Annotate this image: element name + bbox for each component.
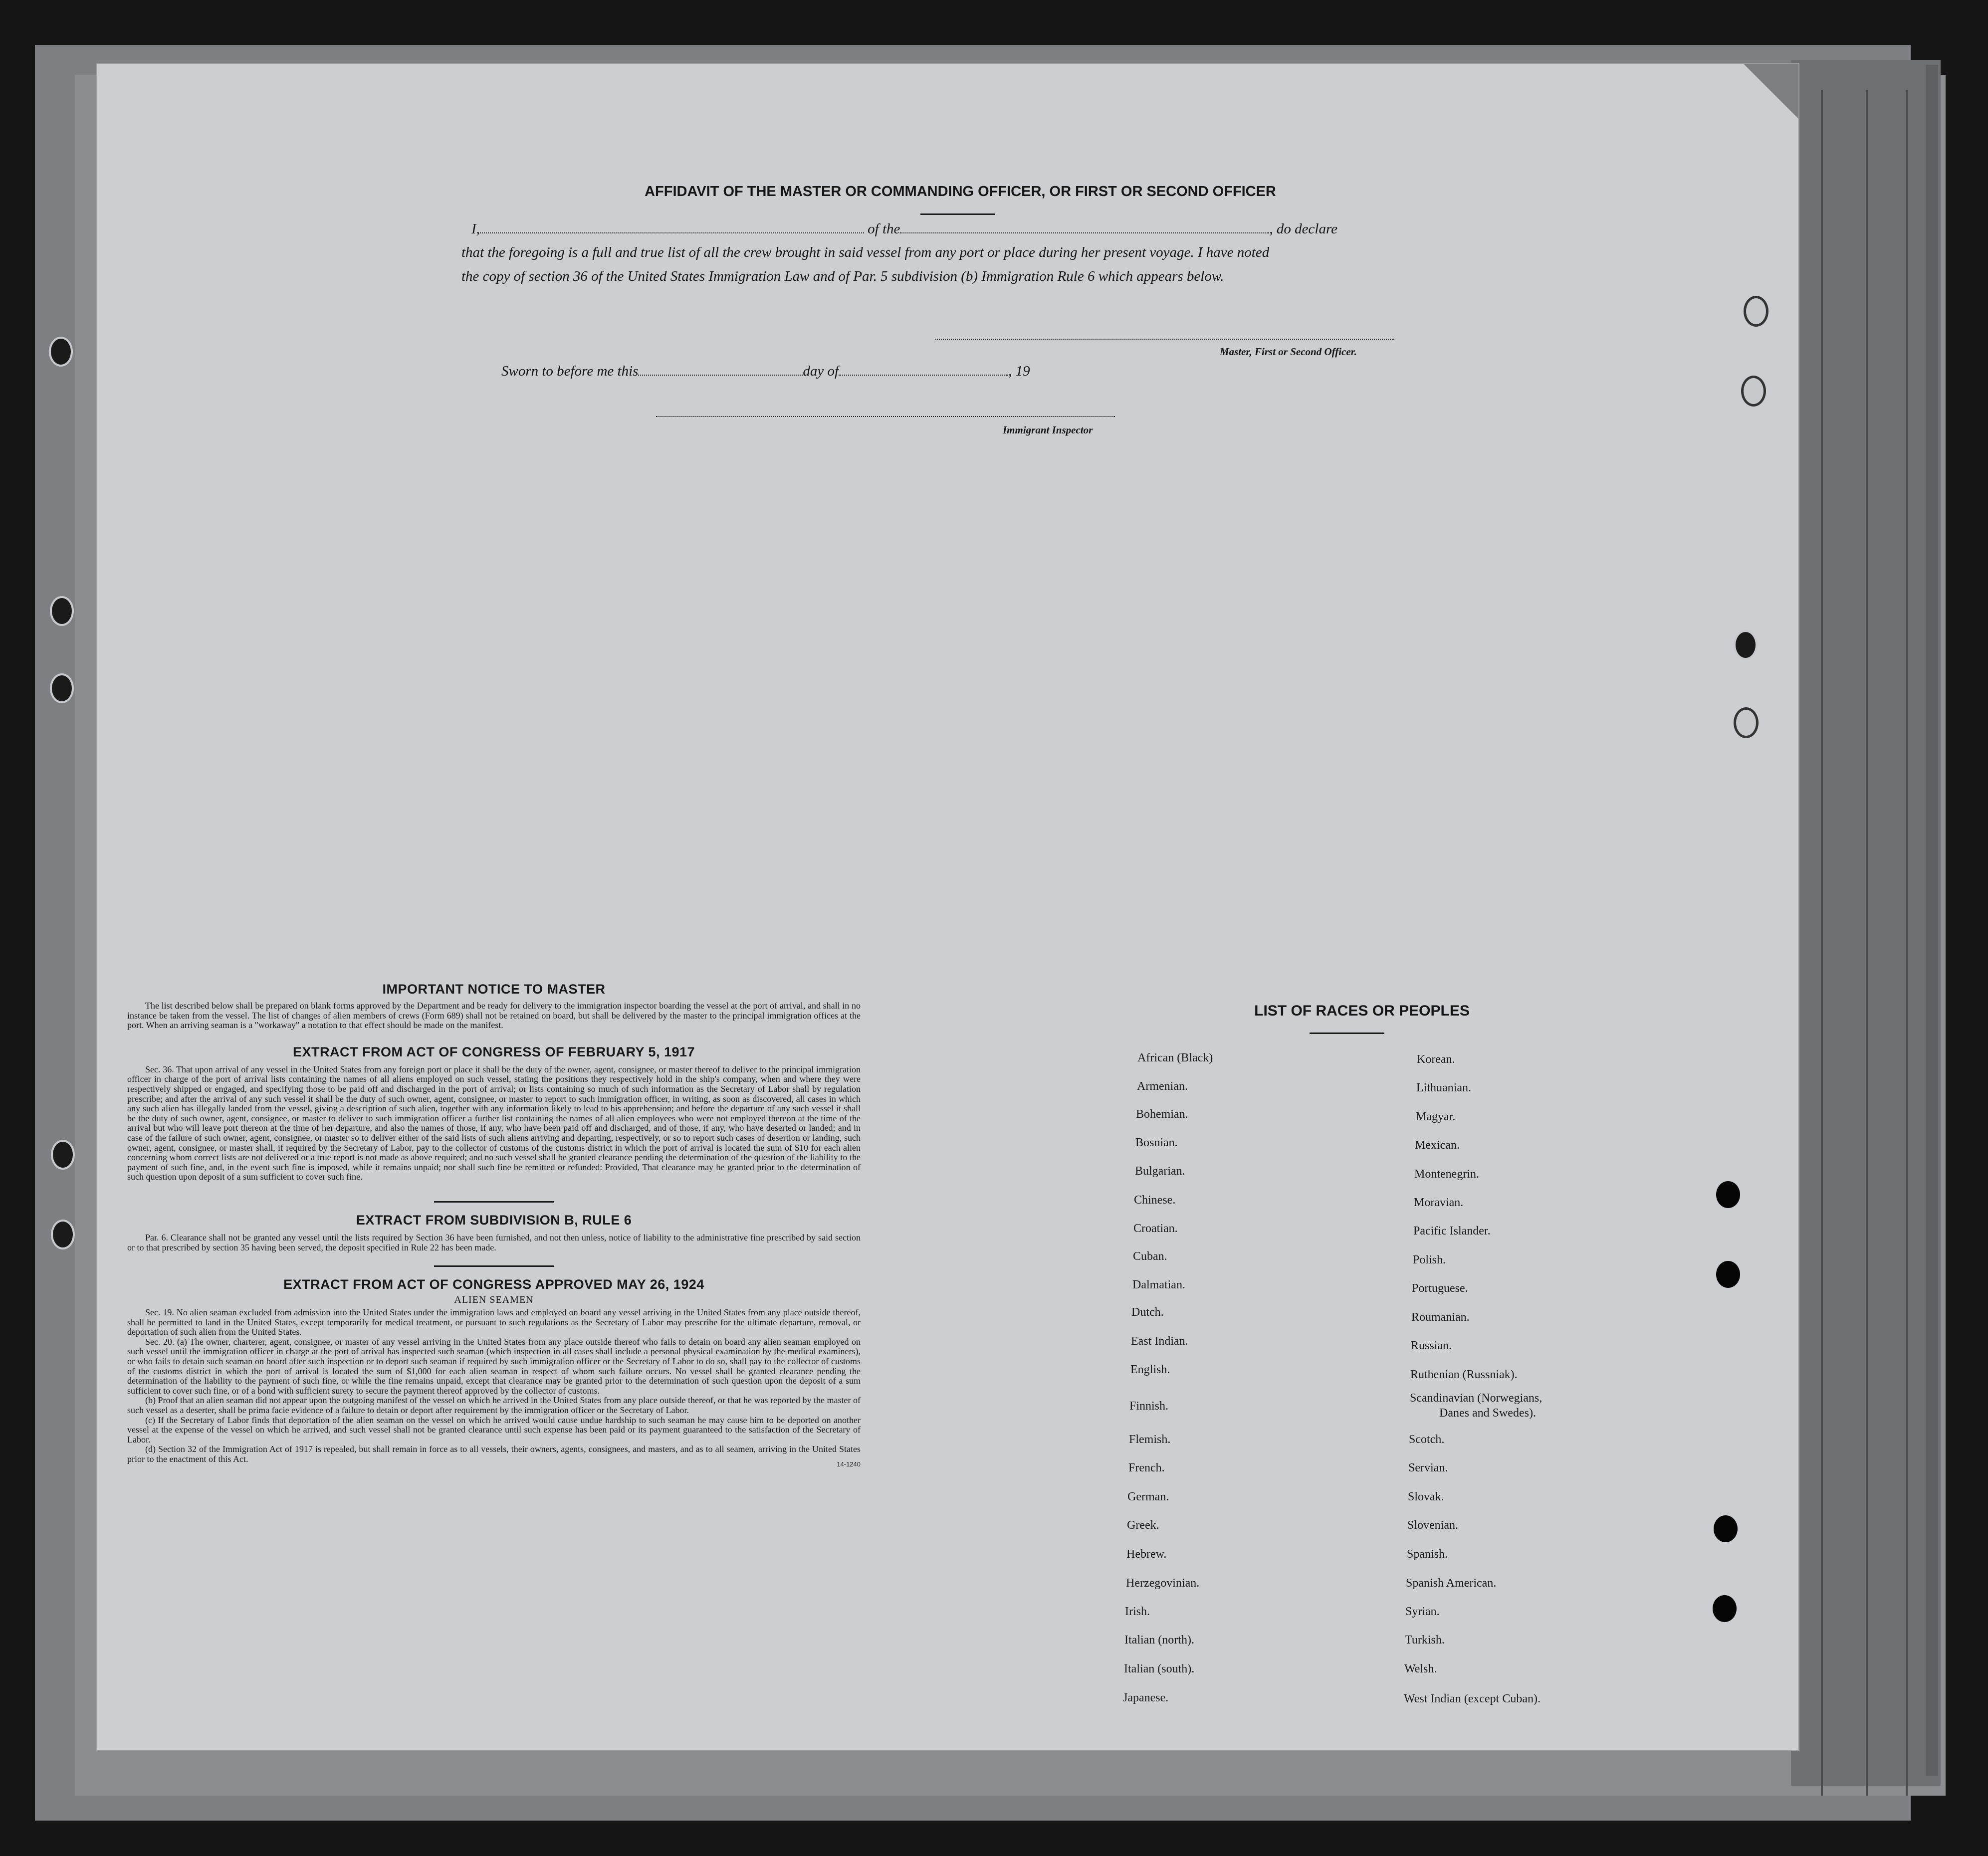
race-item: African (Black) xyxy=(1137,1051,1213,1064)
binder-hole xyxy=(1734,630,1758,660)
race-item: Bulgarian. xyxy=(1135,1165,1185,1178)
race-item: Korean. xyxy=(1417,1053,1455,1066)
extract3-title: EXTRACT FROM ACT OF CONGRESS APPROVED MAY 26, 1924 xyxy=(283,1277,704,1292)
race-item: Slovenian. xyxy=(1407,1519,1458,1532)
sheet-ruled-line xyxy=(1906,90,1908,1796)
sheet-ruled-line xyxy=(1866,90,1868,1796)
race-item: Hebrew. xyxy=(1126,1548,1167,1561)
race-item: English. xyxy=(1130,1363,1170,1376)
title-rule xyxy=(1310,1032,1384,1034)
sec19-text: Sec. 19. No alien seaman excluded from admission into the United States under the immigration laws and employed on board any vessel arriving in the United States from any place outside thereof, shall be permitted to land in the United States, except temporarily for medical treatment, or pursuant to such regulations as the Secretary of Labor may prescribe for the ultimate departure, removal, or deportation of such alien from the United States. xyxy=(127,1307,861,1337)
title-rule xyxy=(920,213,995,215)
affidavit-title: AFFIDAVIT OF THE MASTER OR COMMANDING OFFICER, OR FIRST OR SECOND OFFICER xyxy=(645,184,1276,200)
race-item: Croatian. xyxy=(1133,1222,1178,1235)
race-item: Magyar. xyxy=(1416,1110,1456,1123)
sheet-ruled-line xyxy=(1821,90,1823,1796)
race-item: Cuban. xyxy=(1133,1250,1167,1263)
race-item: French. xyxy=(1128,1461,1165,1474)
race-item: Irish. xyxy=(1125,1605,1150,1618)
back-sheet-edge xyxy=(1926,65,1938,1776)
race-item: Pacific Islander. xyxy=(1413,1225,1491,1237)
race-item: Servian. xyxy=(1408,1461,1448,1474)
sworn-prefix: Sworn to before me this xyxy=(501,363,639,379)
extract3-subtitle: ALIEN SEAMEN xyxy=(454,1294,534,1306)
binder-hole xyxy=(51,1220,75,1249)
binder-hole xyxy=(1741,376,1766,407)
section-rule xyxy=(434,1265,554,1267)
declare-text: , do declare xyxy=(1269,221,1338,237)
race-item: Greek. xyxy=(1127,1519,1159,1532)
notice-text: The list described below shall be prepared on blank forms approved by the Department and be ready for delivery to the immigration inspector boarding the vessel at the port of arrival, and shall in no instance be taken from the vessel. The list of changes of alien members of crews (Form 689) shall not be retained on board, but shall be delivered by the master to the principal immigration offices at the port. When an arriving seaman is a "workaway" a notation to that effect should be made on the manifest. xyxy=(127,1001,861,1031)
race-item: Moravian. xyxy=(1414,1196,1464,1209)
punch-hole xyxy=(1716,1261,1740,1288)
master-signature-field[interactable] xyxy=(935,338,1394,340)
race-item: Armenian. xyxy=(1137,1080,1188,1093)
notice-column xyxy=(127,982,861,1468)
race-item: Italian (south). xyxy=(1124,1662,1195,1675)
race-item: Scandinavian (Norwegians, xyxy=(1410,1392,1543,1405)
vessel-name-field[interactable] xyxy=(900,232,1269,233)
vessel-prefix: of the xyxy=(868,221,900,237)
manifest-page xyxy=(97,64,1798,1750)
extract2-text: Par. 6. Clearance shall not be granted any vessel until the lists required by Section 36 have been furnished, and not then unless, notice of liability to the administrative fine prescribed by said section or to that prescribed by section 35 having been served, the deposit specified in Rule 22 has been made. xyxy=(127,1232,861,1252)
race-item: Bosnian. xyxy=(1135,1136,1178,1149)
notice-title: IMPORTANT NOTICE TO MASTER xyxy=(382,982,606,997)
inspector-signature-field[interactable] xyxy=(656,415,1115,417)
race-item: Spanish. xyxy=(1407,1548,1448,1561)
race-item: Syrian. xyxy=(1405,1605,1440,1618)
race-item: East Indian. xyxy=(1131,1335,1188,1348)
punch-hole xyxy=(1716,1181,1740,1208)
extract1-title: EXTRACT FROM ACT OF CONGRESS OF FEBRUARY 5, 1917 xyxy=(292,1044,695,1059)
binder-hole xyxy=(50,673,74,703)
race-item: Montenegrin. xyxy=(1414,1168,1479,1181)
race-item: Bohemian. xyxy=(1136,1108,1188,1121)
extract2-title: EXTRACT FROM SUBDIVISION B, RULE 6 xyxy=(356,1212,632,1228)
race-item: German. xyxy=(1127,1490,1169,1503)
affidavit-line-2: that the foregoing is a full and true list of all the crew brought in said vessel from any port or place during her present voyage. I have noted xyxy=(461,244,1270,260)
sworn-day-of: day of xyxy=(803,363,839,379)
sworn-day-field[interactable] xyxy=(638,374,803,376)
race-item: Slovak. xyxy=(1408,1490,1444,1503)
race-item: Turkish. xyxy=(1405,1634,1445,1647)
declarant-prefix: I, xyxy=(471,221,480,237)
sworn-year: , 19 xyxy=(1008,363,1030,379)
sec20d-text: (d) Section 32 of the Immigration Act of 1917 is repealed, but shall remain in force as to all vessels, their owners, agents, consignees, and masters, and as to all seamen, arriving in the United States prior to the enactment of this Act. xyxy=(127,1444,861,1464)
binder-hole xyxy=(1744,296,1768,327)
race-item-continuation: Danes and Swedes). xyxy=(1439,1407,1536,1420)
race-item: Dutch. xyxy=(1131,1306,1164,1319)
punch-hole xyxy=(1713,1595,1737,1622)
race-item: Italian (north). xyxy=(1124,1634,1194,1647)
races-title: LIST OF RACES OR PEOPLES xyxy=(1254,1003,1470,1019)
sworn-line xyxy=(501,363,1030,380)
race-item: Mexican. xyxy=(1415,1139,1460,1152)
race-item: Japanese. xyxy=(1123,1691,1169,1704)
affidavit-line-3: the copy of section 36 of the United States Immigration Law and of Par. 5 subdivision (b) Immigration Rule 6 which appears below. xyxy=(461,268,1224,284)
race-item: Portuguese. xyxy=(1412,1282,1468,1295)
race-item: Welsh. xyxy=(1404,1662,1437,1675)
binder-hole xyxy=(49,337,73,367)
binder-hole xyxy=(51,1140,75,1170)
race-item: Finnish. xyxy=(1129,1400,1169,1413)
sec20c-text: (c) If the Secretary of Labor finds that deportation of the alien seaman on the vessel on which he arrived would cause undue hardship to such seaman he may cause him to be deported on another vessel at the expense of the vessel on which he arrived, and such vessel shall not be granted clearance until such expense has been paid or its payment guaranteed to the satisfaction of the Secretary of Labor. xyxy=(127,1415,861,1444)
sworn-month-field[interactable] xyxy=(839,374,1008,376)
race-item: Polish. xyxy=(1413,1253,1446,1266)
race-item: West Indian (except Cuban). xyxy=(1404,1692,1541,1705)
sec20b-text: (b) Proof that an alien seaman did not appear upon the outgoing manifest of the vessel on which he arrived in the United States from any place outside thereof, or that he was reported by the master of such vessel as a deserter, shall be prima facie evidence of a failure to detain or deport after requirement by the immigration officer or the Secretary of Labor. xyxy=(127,1395,861,1416)
race-item: Chinese. xyxy=(1134,1194,1176,1207)
race-item: Roumanian. xyxy=(1411,1311,1470,1324)
sec20a-text: Sec. 20. (a) The owner, charterer, agent, consignee, or master of any vessel arriving in the United States from any place outside thereof who fails to detain on board any alien seaman employed on such vessel until the immigration officer in charge at the port of arrival has inspected such seaman (which inspection in all cases shall include a personal physical examination by the medical examiners), or who fails to detain such seaman on board after such inspection or to deport such seaman if required by such immigration officer or the Secretary of Labor to do so, shall pay to the collector of customs of the customs district in which the port of arrival is located the sum of $1,000 for each alien seaman in respect of whom such failure occurs. No vessel shall be granted clearance pending the determination of the liability to the payment of such fine, or while the fine remains unpaid, except that clearance may be granted prior to the determination of such question upon the deposit of a sum sufficient to cover such fine, or of a bond with sufficient surety to secure the payment thereof approved by the collector of customs. xyxy=(127,1336,861,1396)
race-item: Ruthenian (Russniak). xyxy=(1410,1368,1518,1381)
binder-hole xyxy=(50,596,74,626)
master-signature-label: Master, First or Second Officer. xyxy=(1220,346,1357,358)
inspector-label: Immigrant Inspector xyxy=(1003,424,1093,436)
race-item: Russian. xyxy=(1411,1339,1452,1352)
race-item: Flemish. xyxy=(1129,1433,1171,1446)
race-item: Herzegovinian. xyxy=(1126,1577,1200,1590)
binder-hole xyxy=(1734,707,1759,738)
race-item: Dalmatian. xyxy=(1132,1278,1185,1291)
extract1-text: Sec. 36. That upon arrival of any vessel in the United States from any foreign port or place it shall be the duty of the owner, agent, consignee, or master thereof to deliver to the principal immigration officer in charge of the port of arrival lists containing the names of all aliens employed on such vessel, stating the positions they respectively hold in the ship's company, when and where they were respectively shipped or engaged, and specifying those to be paid off and discharged in the port of arrival; or lists containing so much of such information as the Secretary of Labor shall by regulation prescribe; and after the arrival of any such vessel it shall be the duty of such owner, agent, consignee, or master to report to such immigration officer, in writing, as soon as discovered, all cases in which any such alien has illegally landed from the vessel, giving a description of such alien, together with any information likely to lead to his apprehension; and before the departure of any such vessel it shall be the duty of such owner, agent, consignee, or master to deliver to such immigration officer a further list containing the names of all alien employees who were not employed thereon at the time of the arrival but who will leave port thereon at the time of her departure, and also the names of those, if any, who have been paid off and discharged, and of those, if any, who have deserted or landed; and in case of the failure of such owner, agent, consignee, or master so to deliver either of the said lists of such aliens arriving and departing, respectively, or so to report such cases of desertion or landing, such owner, agent, consignee, or master shall, if required by the Secretary of Labor, pay to the collector of customs of the customs district in which the port of arrival is located the sum of $10 for each alien concerning whom correct lists are not delivered or a true report is not made as above required; and no such vessel shall be granted clearance pending the determination of the question of the liability to the payment of such fine, and, in the event such fine is imposed, while it remains unpaid; nor shall such fine be remitted or refunded: Provided, That clearance may be granted prior to the determination of such question upon deposit of a sum sufficient to cover such fine. xyxy=(127,1064,861,1182)
declarant-name-field[interactable] xyxy=(480,232,864,233)
race-item: Lithuanian. xyxy=(1416,1081,1471,1094)
race-item: Spanish American. xyxy=(1406,1577,1497,1590)
form-number: 14-1240 xyxy=(837,1460,861,1468)
punch-hole xyxy=(1714,1515,1738,1542)
section-rule xyxy=(434,1201,554,1203)
race-item: Scotch. xyxy=(1409,1433,1445,1446)
affidavit-line-1 xyxy=(471,221,1337,237)
